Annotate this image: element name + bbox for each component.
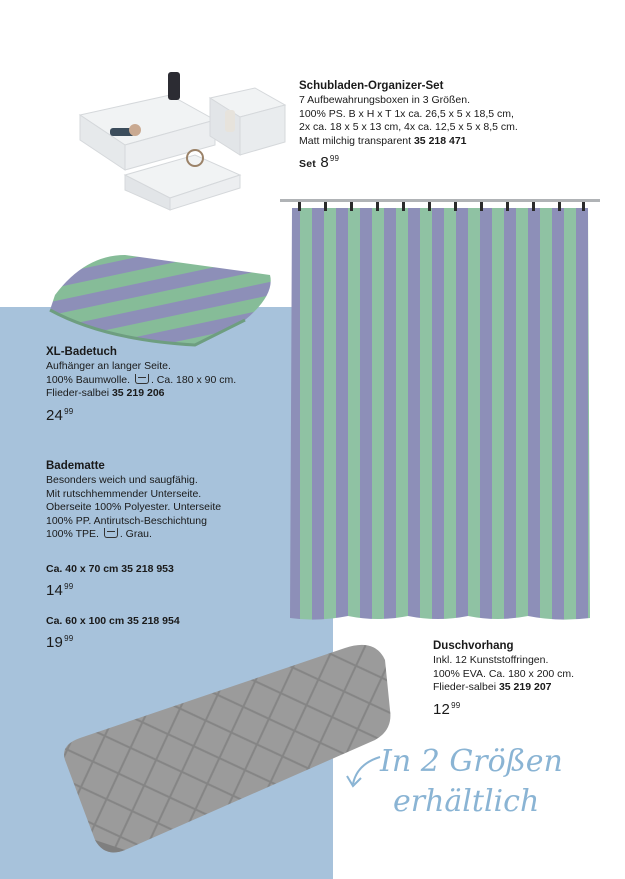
organizer-info <box>299 80 599 171</box>
organizer-line-2: 100% PS. B x H x T 1x ca. 26,5 x 5 x 18,5 cm, <box>299 107 514 120</box>
bath-mat-size-2-price-main: 19 <box>46 634 64 652</box>
organizer-price-prefix: Set <box>299 158 316 171</box>
organizer-price <box>299 152 599 171</box>
organizer-color-line <box>299 135 599 148</box>
curtain-line-1: Inkl. 12 Kunststoffringen. <box>433 654 549 667</box>
bath-mat-line-3: Oberseite 100% Polyester. Unterseite <box>46 501 222 514</box>
towel-color: Flieder-salbei <box>46 387 110 400</box>
organizer-line-1: 7 Aufbewahrungsboxen in 3 Größen. <box>299 94 471 107</box>
towel-price-main: 24 <box>46 406 64 424</box>
bath-mat-image <box>45 630 395 860</box>
curtain-color-line <box>433 681 623 694</box>
bath-mat-material: 100% TPE. <box>46 528 99 541</box>
curtain-title: Duschvorhang <box>433 640 514 652</box>
bath-mat-info <box>46 460 326 541</box>
curtain-line-2: 100% EVA. Ca. 180 x 200 cm. <box>433 667 575 680</box>
slogan-line-1: In 2 Größen <box>380 744 563 779</box>
bath-mat-size-2-label: Ca. 60 x 100 cm 35 218 954 <box>46 615 180 627</box>
shower-curtain-image <box>288 202 593 622</box>
organizer-line-3: 2x ca. 18 x 5 x 13 cm, 4x ca. 12,5 x 5 x 8,5 cm. <box>299 121 518 134</box>
bath-mat-size-1-price <box>46 580 326 600</box>
bath-towel-image <box>45 250 275 350</box>
bath-mat-size-1-price-cents: 99 <box>64 582 74 592</box>
towel-color-line <box>46 387 326 400</box>
curtain-price-cents: 99 <box>451 700 461 710</box>
bath-mat-size-1-price-main: 14 <box>46 582 64 600</box>
curtain-price-main: 12 <box>433 700 451 718</box>
bath-mat-size-1 <box>46 563 326 598</box>
slogan-line-2: erhältlich <box>393 784 540 819</box>
towel-line-2 <box>46 374 326 387</box>
organizer-price-cents: 99 <box>329 154 340 164</box>
towel-size: . Ca. 180 x 90 cm. <box>150 373 237 386</box>
bath-mat-line-4: 100% PP. Antirutsch-Beschichtung <box>46 514 207 527</box>
towel-price-cents: 99 <box>64 406 74 416</box>
curtain-article-number: 35 219 207 <box>498 681 552 694</box>
curtain-info <box>433 640 623 716</box>
bath-mat-color: . Grau. <box>119 528 152 541</box>
towel-info <box>46 346 326 422</box>
wash-symbol-icon <box>104 528 118 538</box>
slogan-arrow <box>345 752 385 792</box>
organizer-color: Matt milchig transparent <box>299 134 412 147</box>
bath-mat-size-2-price-cents: 99 <box>64 634 74 644</box>
towel-line-1: Aufhänger an langer Seite. <box>46 360 171 373</box>
bath-mat-size-1-label: Ca. 40 x 70 cm 35 218 953 <box>46 563 174 575</box>
organizer-image <box>75 70 290 210</box>
towel-title: XL-Badetuch <box>46 346 117 358</box>
bath-mat-line-5 <box>46 528 326 541</box>
curtain-price <box>433 699 623 716</box>
bath-mat-line-2: Mit rutschhemmender Unterseite. <box>46 487 202 500</box>
towel-article-number: 35 219 206 <box>111 387 165 400</box>
towel-material: 100% Baumwolle. <box>46 373 131 386</box>
curtain-color: Flieder-salbei <box>433 681 497 694</box>
towel-price <box>46 405 326 422</box>
organizer-title: Schubladen-Organizer-Set <box>299 80 444 92</box>
bath-mat-title: Badematte <box>46 460 105 472</box>
organizer-article-number: 35 218 471 <box>413 134 467 147</box>
organizer-price-main: 8 <box>320 154 329 172</box>
bath-mat-line-1: Besonders weich und saugfähig. <box>46 474 198 487</box>
wash-symbol-icon <box>135 374 149 384</box>
